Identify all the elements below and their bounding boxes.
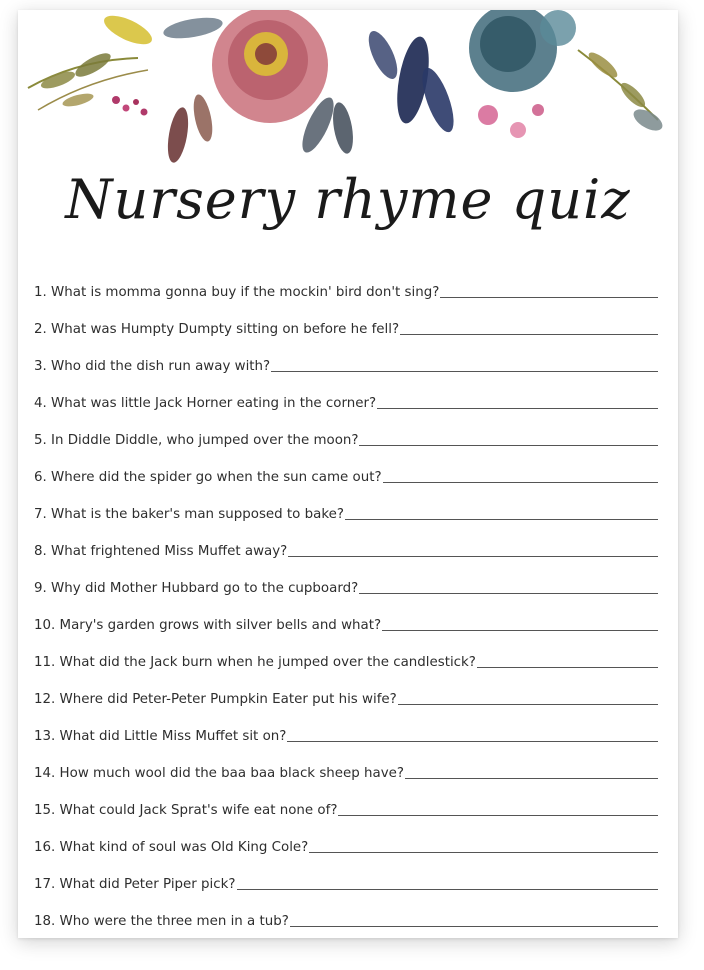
- question-item: [34, 338, 658, 375]
- question-text: 10. Mary's garden grows with silver bells and what?: [34, 618, 382, 633]
- question-text: 9. Why did Mother Hubbard go to the cupboard?: [34, 581, 359, 596]
- question-list: [34, 264, 658, 930]
- answer-line: [405, 778, 658, 779]
- question-text: 2. What was Humpty Dumpty sitting on before he fell?: [34, 322, 400, 337]
- answer-line: [383, 482, 658, 483]
- question-text: 5. In Diddle Diddle, who jumped over the moon?: [34, 433, 359, 448]
- question-text: 11. What did the Jack burn when he jumped over the candlestick?: [34, 655, 476, 670]
- question-item: [34, 301, 658, 338]
- question-item: [34, 819, 658, 856]
- question-item: [34, 264, 658, 301]
- question-item: [34, 449, 658, 486]
- question-item: [34, 597, 658, 634]
- question-text: 12. Where did Peter-Peter Pumpkin Eater put his wife?: [34, 692, 397, 707]
- question-text: 1. What is momma gonna buy if the mockin' bird don't sing?: [34, 285, 440, 300]
- answer-line: [359, 445, 658, 446]
- answer-line: [345, 519, 658, 520]
- question-item: [34, 634, 658, 671]
- question-text: 17. What did Peter Piper pick?: [34, 877, 236, 892]
- question-text: 15. What could Jack Sprat's wife eat none of?: [34, 803, 338, 818]
- question-item: [34, 856, 658, 893]
- question-item: [34, 486, 658, 523]
- answer-line: [237, 889, 659, 890]
- question-item: [34, 671, 658, 708]
- watercolor-floral-illustration: [18, 10, 678, 185]
- answer-line: [440, 297, 658, 298]
- question-item: [34, 523, 658, 560]
- question-item: [34, 893, 658, 930]
- question-text: 13. What did Little Miss Muffet sit on?: [34, 729, 287, 744]
- answer-line: [477, 667, 658, 668]
- quiz-title: Nursery rhyme quiz: [65, 168, 631, 231]
- answer-line: [400, 334, 658, 335]
- answer-line: [290, 926, 658, 927]
- answer-line: [382, 630, 658, 631]
- answer-line: [398, 704, 658, 705]
- question-text: 16. What kind of soul was Old King Cole?: [34, 840, 309, 855]
- answer-line: [338, 815, 658, 816]
- question-item: [34, 782, 658, 819]
- question-text: 14. How much wool did the baa baa black sheep have?: [34, 766, 404, 781]
- answer-line: [271, 371, 658, 372]
- question-text: 8. What frightened Miss Muffet away?: [34, 544, 288, 559]
- question-item: [34, 375, 658, 412]
- answer-line: [288, 556, 658, 557]
- question-text: 3. Who did the dish run away with?: [34, 359, 271, 374]
- question-item: [34, 708, 658, 745]
- answer-line: [359, 593, 658, 594]
- answer-line: [287, 741, 658, 742]
- question-text: 6. Where did the spider go when the sun came out?: [34, 470, 382, 485]
- question-text: 18. Who were the three men in a tub?: [34, 914, 289, 929]
- question-text: 7. What is the baker's man supposed to bake?: [34, 507, 344, 522]
- quiz-card: [18, 10, 678, 938]
- answer-line: [377, 408, 658, 409]
- question-item: [34, 745, 658, 782]
- question-item: [34, 560, 658, 597]
- answer-line: [309, 852, 658, 853]
- question-item: [34, 412, 658, 449]
- question-text: 4. What was little Jack Horner eating in the corner?: [34, 396, 377, 411]
